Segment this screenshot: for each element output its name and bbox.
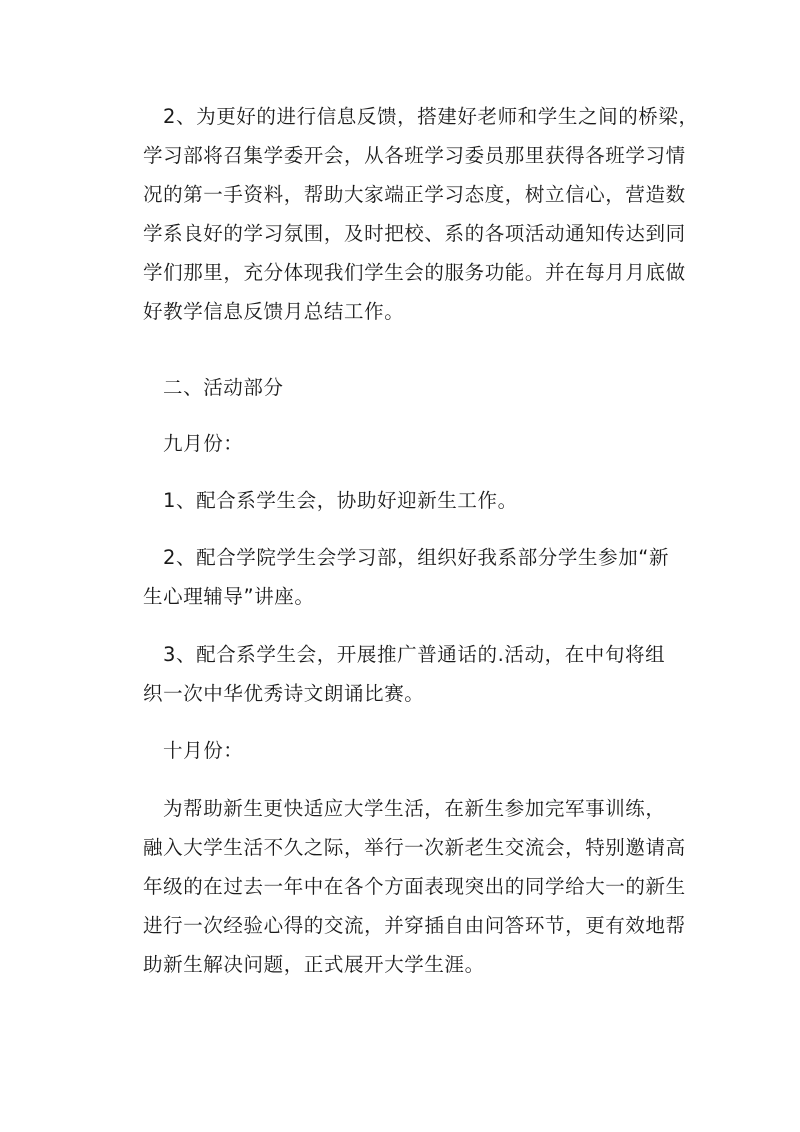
text-line: 助新生解决问题，正式展开大学生涯。 <box>143 953 485 976</box>
text-line: 织一次中华优秀诗文朗诵比赛。 <box>143 682 425 705</box>
month-heading-september: 九月份： <box>163 432 244 455</box>
section-heading: 二、活动部分 <box>163 376 284 399</box>
text-line: 好教学信息反馈月总结工作。 <box>143 300 405 323</box>
text-line: 生心理辅导”讲座。 <box>143 585 315 608</box>
text-line: 学们那里，充分体现我们学生会的服务功能。并在每月月底做 <box>143 261 686 284</box>
month-heading-october: 十月份： <box>163 739 244 762</box>
text-line: 进行一次经验心得的交流，并穿插自由问答环节，更有效地帮 <box>143 914 686 937</box>
text-line: 为帮助新生更快适应大学生活，在新生参加完军事训练， <box>163 797 666 820</box>
text-line: 融入大学生活不久之际，举行一次新老生交流会，特别邀请高 <box>143 836 686 859</box>
text-line: 2、为更好的进行信息反馈，搭建好老师和学生之间的桥梁， <box>163 105 699 128</box>
text-line: 年级的在过去一年中在各个方面表现突出的同学给大一的新生 <box>143 875 686 898</box>
text-line: 况的第一手资料，帮助大家端正学习态度，树立信心，营造数 <box>143 183 686 206</box>
text-line: 2、配合学院学生会学习部，组织好我系部分学生参加“新 <box>163 546 670 569</box>
text-line: 学系良好的学习氛围，及时把校、系的各项活动通知传达到同 <box>143 222 686 245</box>
text-line: 3、配合系学生会，开展推广普通话的.活动，在中旬将组 <box>163 643 666 666</box>
list-item: 1、配合系学生会，协助好迎新生工作。 <box>163 489 518 512</box>
text-line: 学习部将召集学委开会，从各班学习委员那里获得各班学习情 <box>143 144 686 167</box>
